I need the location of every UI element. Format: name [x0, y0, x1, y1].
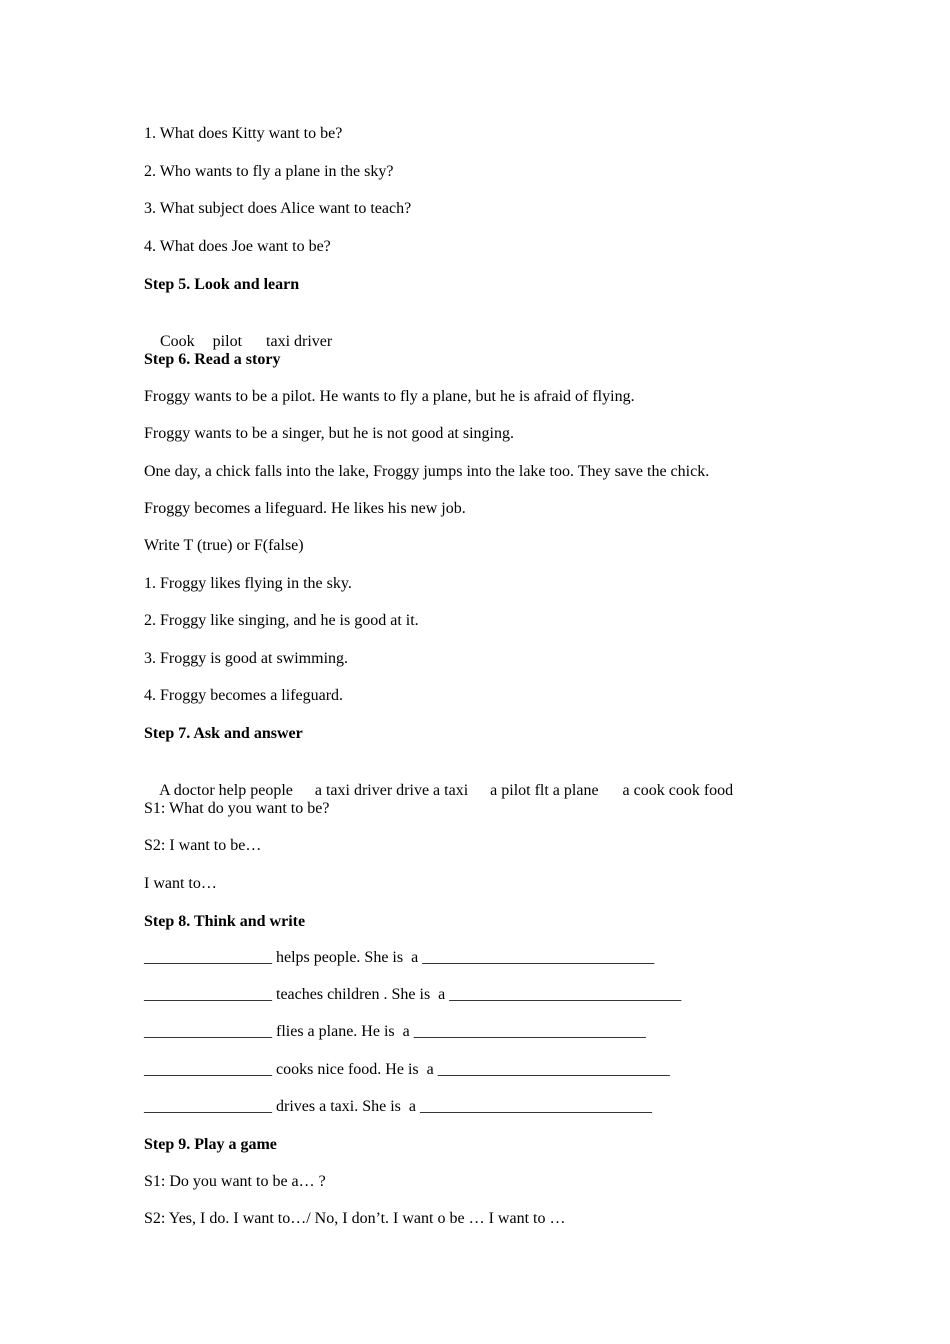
word-cook: Cook	[160, 333, 195, 350]
story-line-1: Froggy wants to be a pilot. He wants to fly a plane, but he is afraid of flying.	[144, 388, 635, 405]
question-4: 4. What does Joe want to be?	[144, 238, 331, 255]
phrase-pilot: a pilot flt a plane	[490, 782, 599, 799]
word-taxi-driver: taxi driver	[266, 333, 333, 350]
row-text: drives a taxi. She is a	[272, 1098, 420, 1115]
story-line-3: One day, a chick falls into the lake, Froggy jumps into the lake too. They save the chick.	[144, 463, 710, 480]
row-text: teaches children . She is a	[272, 986, 450, 1003]
blank-job: _____________________________	[419, 1098, 652, 1115]
phrase-taxi-driver: a taxi driver drive a taxi	[314, 782, 469, 799]
blank-subject: ________________	[144, 986, 272, 1003]
write-row-2	[144, 985, 681, 1005]
blank-job: _____________________________	[413, 1023, 646, 1040]
dialogue-s2-cont: I want to…	[144, 875, 217, 892]
blank-subject: ________________	[144, 949, 272, 966]
tf-statement-4: 4. Froggy becomes a lifeguard.	[144, 687, 344, 704]
tf-statement-1: 1. Froggy likes flying in the sky.	[144, 575, 352, 592]
row-text: cooks nice food. He is a	[272, 1061, 438, 1078]
game-s1: S1: Do you want to be a… ?	[144, 1173, 326, 1190]
step9-heading: Step 9. Play a game	[144, 1136, 277, 1153]
tf-instruction: Write T (true) or F(false)	[144, 537, 304, 554]
dialogue-s1: S1: What do you want to be?	[144, 800, 330, 817]
question-2: 2. Who wants to fly a plane in the sky?	[144, 163, 394, 180]
word-pilot: pilot	[212, 333, 243, 350]
blank-job: _____________________________	[449, 986, 682, 1003]
story-line-2: Froggy wants to be a singer, but he is not good at singing.	[144, 425, 514, 442]
step5-heading: Step 5. Look and learn	[144, 276, 300, 293]
tf-statement-2: 2. Froggy like singing, and he is good at it.	[144, 612, 419, 629]
write-row-1	[144, 948, 654, 968]
write-row-4	[144, 1060, 670, 1080]
write-row-5	[144, 1097, 652, 1117]
phrase-doctor: A doctor help people	[159, 782, 293, 799]
row-text: helps people. She is a	[272, 949, 423, 966]
blank-subject: ________________	[144, 1061, 272, 1078]
blank-job: _____________________________	[422, 949, 655, 966]
blank-subject: ________________	[144, 1098, 272, 1115]
step8-heading: Step 8. Think and write	[144, 913, 306, 930]
blank-job: _____________________________	[437, 1061, 670, 1078]
blank-subject: ________________	[144, 1023, 272, 1040]
tf-statement-3: 3. Froggy is good at swimming.	[144, 650, 349, 667]
question-1: 1. What does Kitty want to be?	[144, 125, 343, 142]
story-line-4: Froggy becomes a lifeguard. He likes his new job.	[144, 500, 466, 517]
step7-heading: Step 7. Ask and answer	[144, 725, 303, 742]
write-row-3	[144, 1022, 646, 1042]
step6-heading: Step 6. Read a story	[144, 351, 281, 368]
game-s2: S2: Yes, I do. I want to…/ No, I don’t. I want o be … I want to …	[144, 1210, 566, 1227]
question-3: 3. What subject does Alice want to teach?	[144, 200, 412, 217]
phrase-cook: a cook cook food	[622, 782, 734, 799]
dialogue-s2: S2: I want to be…	[144, 837, 262, 854]
row-text: flies a plane. He is a	[272, 1023, 414, 1040]
